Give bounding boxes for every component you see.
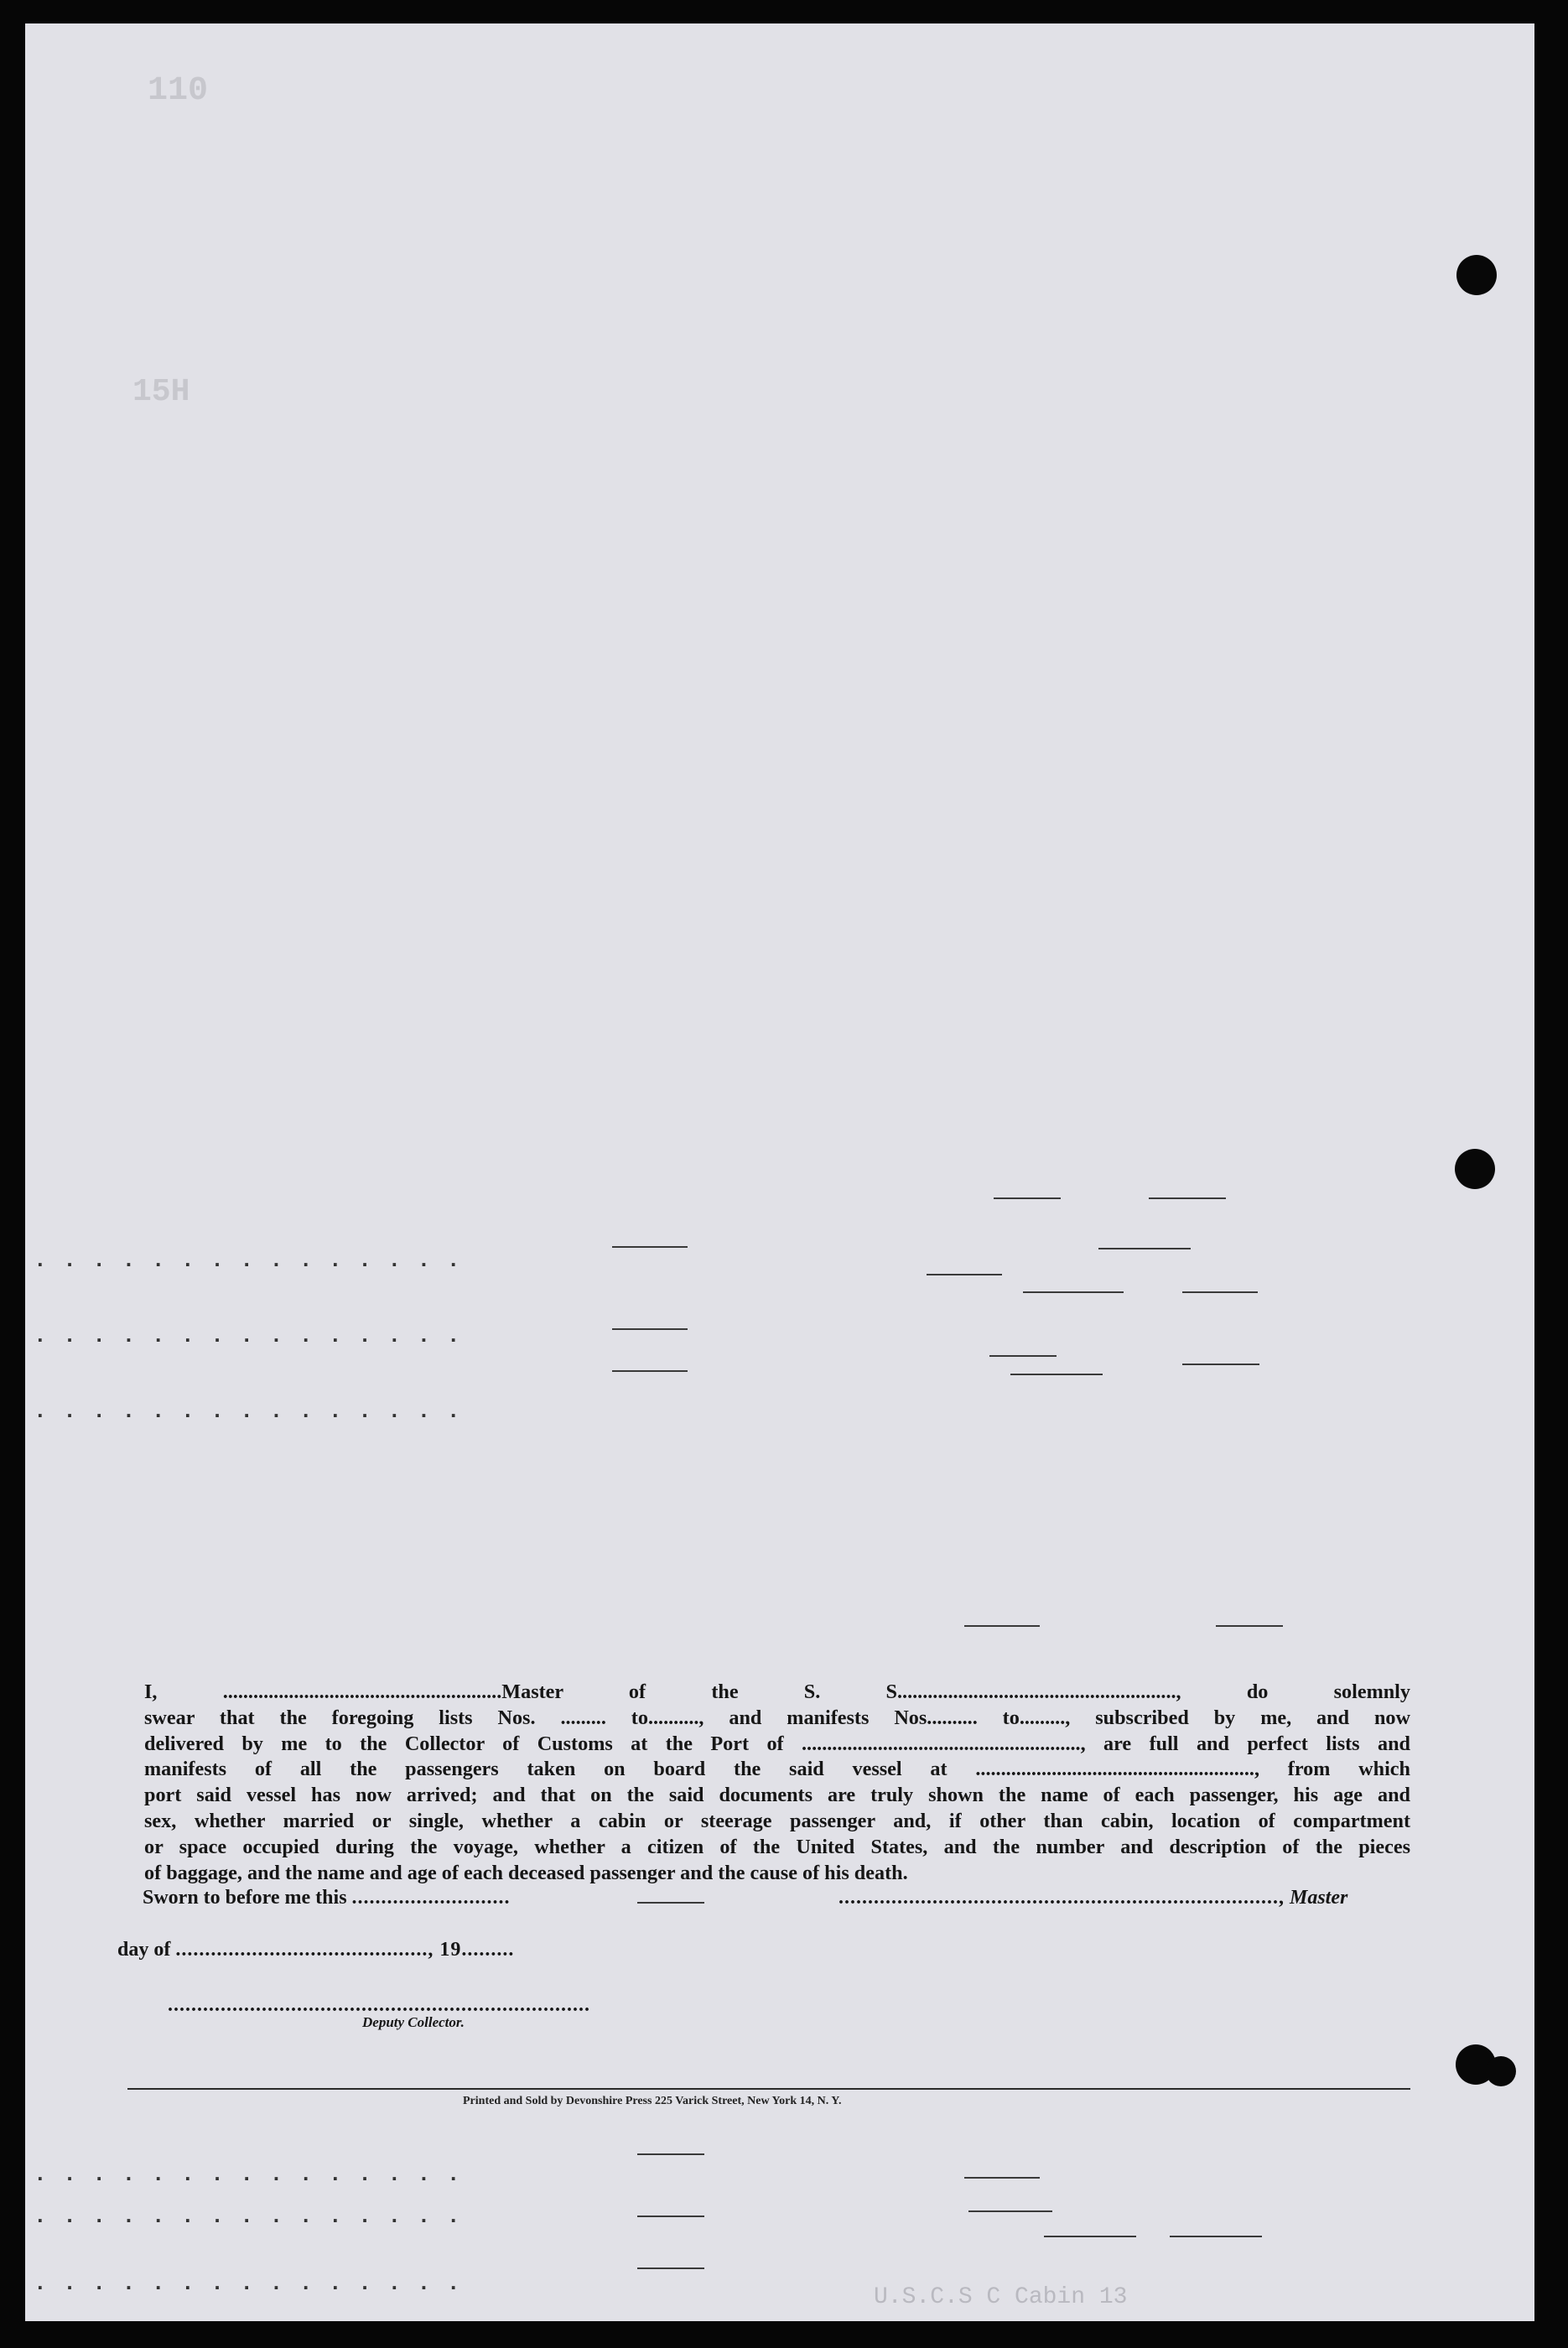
punch-hole-bottom-edge [1486, 2056, 1516, 2086]
faint-underline [1216, 1625, 1283, 1627]
day-blank: ..........................................., 19......... [175, 1939, 515, 1961]
faint-underline [1023, 1291, 1124, 1293]
faint-underline [1044, 2236, 1136, 2237]
faint-sheet-number: 15H [132, 374, 190, 410]
oath-line: delivered by me to the Collector of Customs at the Port of ......................................................., are full and perfect lists and [144, 1732, 1410, 1755]
faint-underline [927, 1274, 1002, 1275]
faint-underline [1182, 1291, 1258, 1293]
leader-dots: . . . . . . . . . . . . . . . [34, 2271, 462, 2296]
leader-dots: . . . . . . . . . . . . . . . [34, 1248, 462, 1273]
faint-underline [612, 1328, 688, 1330]
oath-line: manifests of all the passengers taken on board the said vessel at ......................................................., from which [144, 1758, 1410, 1781]
faint-underline [1010, 1374, 1103, 1375]
day-label: day of [117, 1939, 171, 1961]
faint-underline [637, 1902, 704, 1904]
day-of-line [117, 1939, 514, 1961]
deputy-blank: ........................................................................ [168, 1994, 590, 2016]
faint-underline [637, 2267, 704, 2269]
sworn-line [143, 1887, 511, 1909]
manifest-sheet [25, 23, 1534, 2321]
leader-dots: . . . . . . . . . . . . . . . [34, 2162, 462, 2187]
faint-underline [964, 1625, 1040, 1627]
printer-imprint: Printed and Sold by Devonshire Press 225 Varick Street, New York 14, N. Y. [463, 2095, 842, 2107]
oath-line: of baggage, and the name and age of each deceased passenger and the cause of his death. [144, 1861, 908, 1884]
footer-rule [127, 2088, 1410, 2090]
faint-stamp-number: 110 [148, 72, 209, 110]
faint-underline [637, 2153, 704, 2155]
faint-bottom-stamp: U.S.C.S C Cabin 13 [874, 2284, 1128, 2310]
faint-underline [968, 2210, 1052, 2212]
faint-underline [989, 1355, 1057, 1357]
oath-line: port said vessel has now arrived; and that on the said documents are truly shown the name of each passenger, his age and [144, 1784, 1410, 1807]
faint-underline [612, 1370, 688, 1372]
punch-hole-middle [1455, 1149, 1495, 1189]
master-label: Master [1290, 1887, 1348, 1909]
faint-underline [964, 2177, 1040, 2179]
faint-underline [994, 1197, 1061, 1199]
master-signature-line [839, 1887, 1347, 1909]
oath-line: or space occupied during the voyage, whether a citizen of the United States, and the number and description of the pieces [144, 1835, 1410, 1858]
punch-hole-top [1456, 255, 1497, 295]
sworn-blank: ........................... [351, 1887, 511, 1909]
leader-dots: . . . . . . . . . . . . . . . [34, 1399, 462, 1424]
oath-line: swear that the foregoing lists Nos. ......... to.........., and manifests Nos.......... to........., subscribed by me, and now [144, 1706, 1410, 1729]
leader-dots: . . . . . . . . . . . . . . . [34, 1323, 462, 1348]
oath-line: sex, whether married or single, whether a cabin or steerage passenger and, if other than cabin, location of compartment [144, 1809, 1410, 1832]
oath-line: I, .......................................................Master of the S. S......................................................., do solemnly [144, 1680, 1410, 1703]
master-blank: ..........................................................................., [839, 1887, 1285, 1909]
faint-underline [1149, 1197, 1226, 1199]
faint-underline [1170, 2236, 1262, 2237]
leader-dots: . . . . . . . . . . . . . . . [34, 2204, 462, 2229]
faint-underline [637, 2216, 704, 2217]
faint-underline [1182, 1364, 1259, 1365]
faint-underline [1098, 1248, 1191, 1249]
sworn-label: Sworn to before me this [143, 1887, 347, 1909]
faint-underline [612, 1246, 688, 1248]
deputy-collector-label: Deputy Collector. [362, 2014, 465, 2030]
master-oath-paragraph [144, 1680, 1410, 1886]
deputy-blank-line [168, 1994, 590, 2017]
